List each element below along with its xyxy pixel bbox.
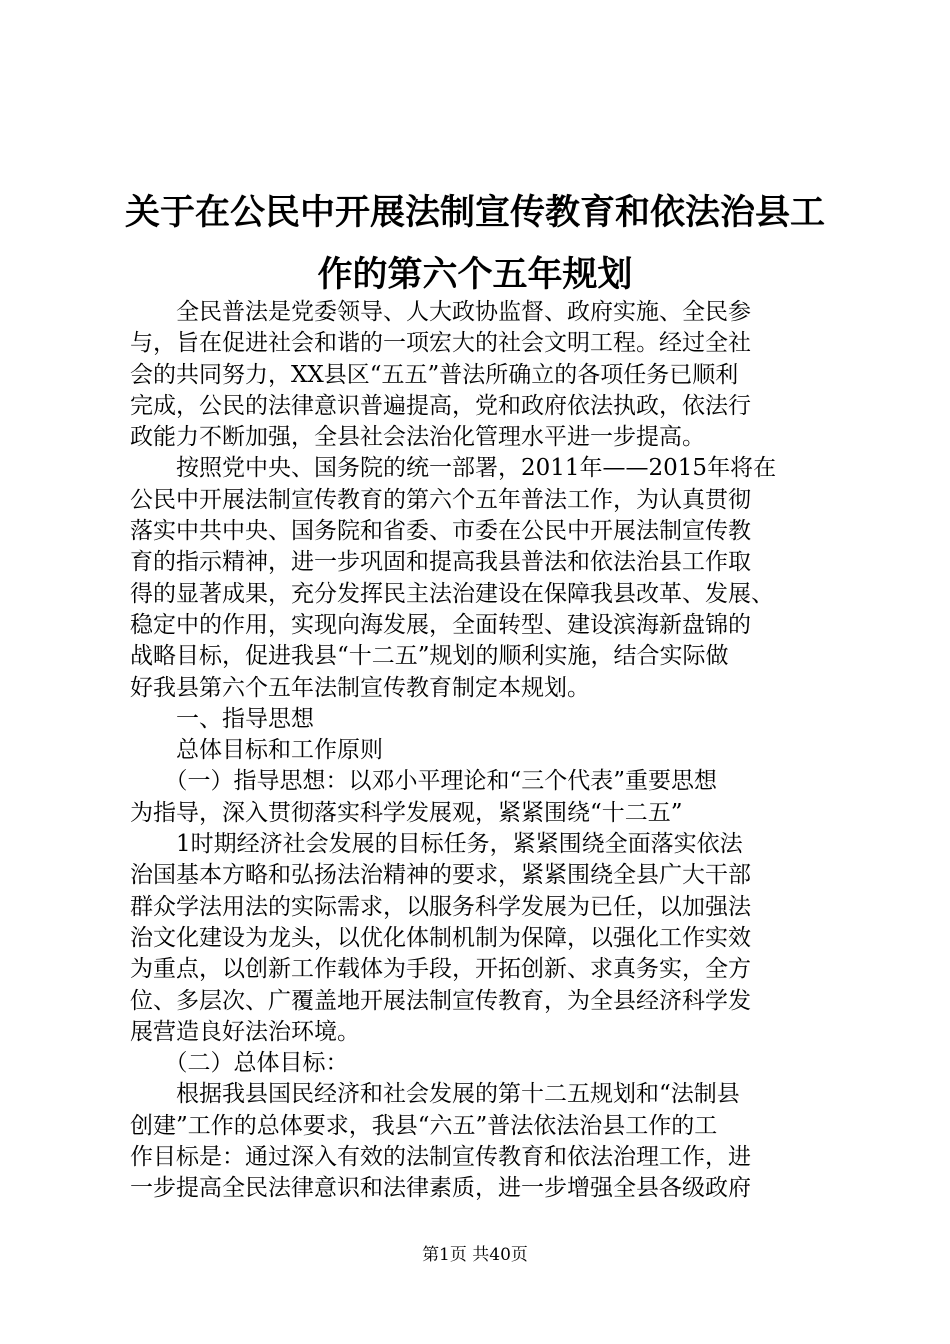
page-footer: 第1页 共40页: [422, 1245, 528, 1265]
body-line: 完成，公民的法律意识普遍提高，党和政府依法执政，依法行: [130, 392, 751, 419]
body-line: 群众学法用法的实际需求，以服务科学发展为已任，以加强法: [130, 893, 751, 920]
body-line: （二）总体目标：: [130, 1050, 349, 1077]
body-line: 好我县第六个五年法制宣传教育制定本规划。: [130, 674, 590, 701]
body-line: （一）指导思想：以邓小平理论和“三个代表”重要思想: [130, 768, 718, 795]
body-line: 治国基本方略和弘扬法治精神的要求，紧紧围绕全县广大干部: [130, 862, 751, 889]
body-line: 创建”工作的总体要求，我县“六五”普法依法治县工作的工: [130, 1112, 718, 1139]
body-line: 全民普法是党委领导、人大政协监督、政府实施、全民参: [130, 299, 751, 325]
body-line: 落实中共中央、国务院和省委、市委在公民中开展法制宣传教: [130, 518, 751, 545]
title-line: 关于在公民中开展法制宣传教育和依法治县工: [124, 193, 825, 233]
body-line: 为指导，深入贯彻落实科学发展观，紧紧围绕“十二五”: [130, 799, 683, 826]
title-line: 作的第六个五年规划: [317, 255, 633, 295]
body-line: 位、多层次、广覆盖地开展法制宣传教育，为全县经济科学发: [130, 987, 751, 1014]
body-line: 1时期经济社会发展的目标任务，紧紧围绕全面落实依法: [130, 831, 743, 858]
body-line: 战略目标，促进我县“十二五”规划的顺利实施，结合实际做: [130, 643, 729, 670]
body-line: 作目标是：通过深入有效的法制宣传教育和依法治理工作，进: [130, 1144, 751, 1171]
body-line: 展营造良好法治环境。: [130, 1018, 360, 1045]
body-line: 会的共同努力，XX县区“五五”普法所确立的各项任务已顺利: [130, 361, 739, 388]
body-line: 一、指导思想: [130, 705, 314, 732]
body-line: 得的显著成果，充分发挥民主法治建设在保障我县改革、发展、: [130, 580, 774, 607]
body-line: 为重点，以创新工作载体为手段，开拓创新、求真务实，全方: [130, 956, 751, 983]
body-line: 公民中开展法制宣传教育的第六个五年普法工作，为认真贯彻: [130, 486, 751, 513]
body-line: 与，旨在促进社会和谐的一项宏大的社会文明工程。经过全社: [130, 330, 751, 357]
body-line: 稳定中的作用，实现向海发展，全面转型、建设滨海新盘锦的: [130, 611, 751, 638]
document-body: [130, 297, 830, 1205]
body-line: 治文化建设为龙头，以优化体制机制为保障，以强化工作实效: [130, 924, 751, 951]
body-line: 根据我县国民经济和社会发展的第十二五规划和“法制县: [130, 1081, 740, 1108]
body-line: 按照党中央、国务院的统一部署，2011年——2015年将在: [130, 455, 777, 482]
body-line: 总体目标和工作原则: [130, 737, 383, 764]
body-line: 育的指示精神，进一步巩固和提高我县普法和依法治县工作取: [130, 549, 751, 576]
body-line: 政能力不断加强，全县社会法治化管理水平进一步提高。: [130, 424, 705, 451]
document-title: [118, 182, 832, 306]
body-line: 一步提高全民法律意识和法律素质，进一步增强全县各级政府: [130, 1175, 751, 1202]
